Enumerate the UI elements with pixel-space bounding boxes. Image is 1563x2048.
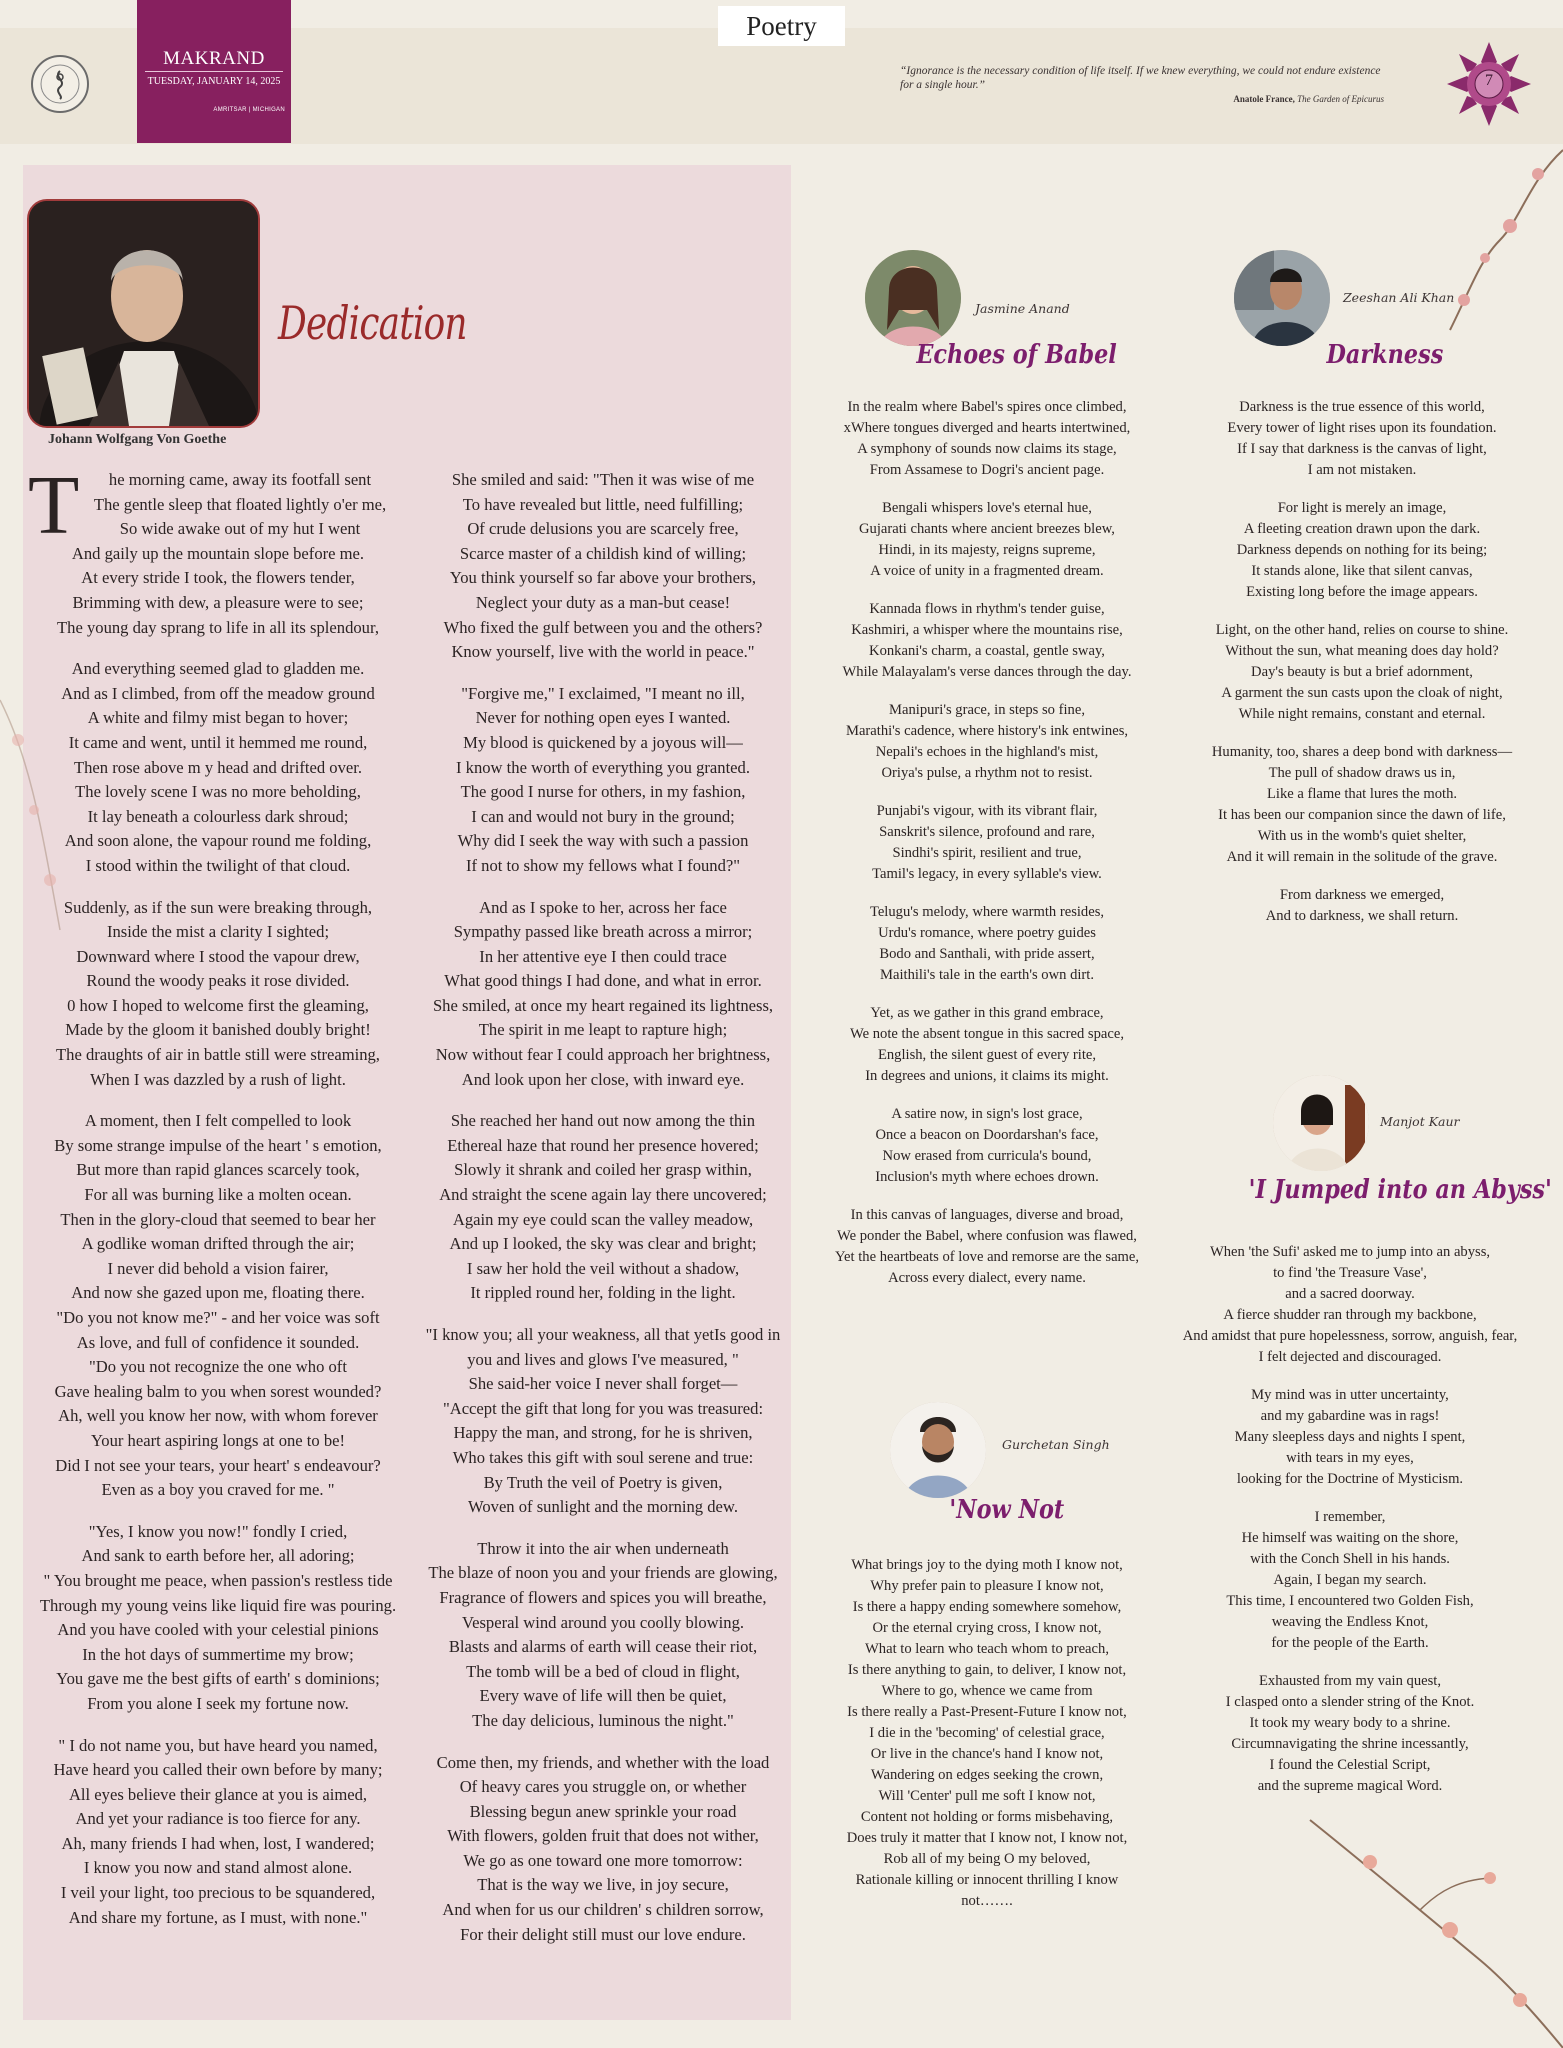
poem-line: Blasts and alarms of earth will cease their riot,	[448, 1637, 758, 1657]
stanza	[1162, 885, 1562, 927]
poem-line: And soon alone, the vapour round me folding,	[64, 831, 372, 851]
poem-line: At every stride I took, the flowers tender,	[81, 568, 355, 588]
poem-line: In her attentive eye I then could trace	[479, 946, 727, 966]
poem-line: I stood within the twilight of that cloud.	[85, 855, 351, 875]
poem-line: Of heavy cares you struggle on, or whether	[459, 1777, 747, 1797]
poem-line: Like a flame that lures the moth.	[1266, 786, 1458, 802]
poet-name: Jasmine Anand	[975, 301, 1070, 316]
poem-line: By some strange impulse of the heart ' s emotion,	[54, 1135, 382, 1155]
stanza	[403, 1537, 803, 1734]
poet-name: Gurchetan Singh	[1002, 1437, 1110, 1452]
poem-line: " I do not name you, but have heard you named,	[58, 1735, 378, 1755]
stanza	[787, 801, 1187, 885]
poem-line: Blessing begun anew sprinkle your road	[469, 1801, 737, 1821]
poem-line: If not to show my fellows what I found?"	[465, 855, 741, 875]
poem-line: Day's beauty is but a brief adornment,	[1251, 664, 1473, 680]
poem-line: A godlike woman drifted through the air;	[81, 1234, 355, 1254]
poem-line: What good things I had done, and what in error.	[444, 971, 762, 991]
poem-line: Now without fear I could approach her brightness,	[435, 1045, 771, 1065]
poem-line: The spirit in me leapt to rapture high;	[478, 1020, 728, 1040]
poem-line: When 'the Sufi' asked me to jump into an abyss,	[1209, 1244, 1491, 1260]
poem-line: Never for nothing open eyes I wanted.	[475, 708, 731, 728]
header-quote	[900, 64, 1384, 104]
quote-attribution	[900, 94, 1384, 104]
poem-line: And to darkness, we shall return.	[1265, 908, 1459, 924]
poem-line: 0 how I hoped to welcome first the gleaming,	[67, 995, 369, 1015]
poem-line: And yet your radiance is too fierce for any.	[75, 1809, 361, 1829]
poem-line: with the Conch Shell in his hands.	[1250, 1551, 1450, 1567]
poem-line: We note the absent tongue in this sacred space,	[850, 1026, 1124, 1042]
poem-line: Kashmiri, a whisper where the mountains rise,	[851, 622, 1123, 638]
stanza	[1162, 397, 1562, 481]
poem-line: Suddenly, as if the sun were breaking through,	[63, 897, 373, 917]
poem-line: As love, and full of confidence it sounded.	[76, 1332, 360, 1352]
poem-line: "Do you not know me?" - and her voice was soft	[56, 1308, 380, 1327]
blossom-branch-icon	[1440, 140, 1563, 340]
poem-line: The day delicious, luminous the night."	[472, 1710, 734, 1730]
poem-line: Punjabi's vigour, with its vibrant flair,	[876, 803, 1098, 819]
poem-line: And when for us our children' s children sorrow,	[442, 1900, 764, 1920]
poem-line: Neglect your duty as a man-but cease!	[475, 592, 731, 612]
poem-line: Maithili's tale in the earth's own dirt.	[880, 967, 1094, 983]
poem-line: "Accept the gift that long for you was treasured:	[442, 1398, 764, 1418]
poem-line: "Do you not recognize the one who oft	[89, 1357, 347, 1377]
stanza	[787, 498, 1187, 582]
poem-line: The gentle sleep that floated lightly o'er me,	[93, 494, 387, 514]
poem-line: and a sacred doorway.	[1285, 1286, 1415, 1302]
stanza	[1150, 1242, 1550, 1368]
stanza	[1162, 742, 1562, 868]
poem-line: Know yourself, live with the world in peace."	[451, 642, 755, 662]
poem-line: Round the woody peaks it rose divided.	[86, 971, 350, 991]
poem-line: I remember,	[1314, 1509, 1386, 1525]
stanza	[1150, 1671, 1550, 1797]
poem-line: for the people of the Earth.	[1271, 1635, 1429, 1651]
poem-line: Bengali whispers love's eternal hue,	[882, 500, 1092, 516]
poem-title-echoes-of-babel: Echoes of Babel	[916, 340, 1117, 370]
poem-line: Again my eye could scan the valley meadow,	[452, 1209, 754, 1229]
poem-line: From darkness we emerged,	[1279, 887, 1445, 903]
poem-line: Ah, well you know her now, with whom forever	[58, 1406, 378, 1426]
dedication-title: Dedication	[278, 296, 467, 350]
poem-line: With flowers, golden fruit that does not wither,	[447, 1826, 759, 1846]
poem-line: Without the sun, what meaning does day hold?	[1225, 643, 1499, 659]
poem-line: She reached her hand out now among the thin	[450, 1111, 756, 1131]
poem-line: The young day sprang to life in all its splendour,	[57, 617, 379, 637]
poem-line: Fragrance of flowers and spices you will breathe,	[439, 1587, 767, 1607]
stanza	[1162, 498, 1562, 603]
poem-line: It came and went, until it hemmed me round,	[68, 732, 368, 752]
poem-line: My blood is quickened by a joyous will—	[463, 732, 743, 752]
poem-line: I know you now and stand almost alone.	[83, 1858, 353, 1878]
poem-line: And it will remain in the solitude of the grave.	[1226, 849, 1498, 865]
poem-line: Tamil's legacy, in every syllable's view.	[872, 866, 1102, 882]
poem-line: Where to go, whence we came from	[881, 1683, 1093, 1699]
poem-line: A white and filmy mist began to hover;	[87, 708, 349, 728]
poem-line: Darkness depends on nothing for its being;	[1236, 542, 1488, 558]
poem-line: So wide awake out of my hut I went	[119, 519, 361, 539]
poem-line: All eyes believe their glance at you is aimed,	[68, 1784, 368, 1804]
poem-line: Why prefer pain to pleasure I know not,	[870, 1578, 1104, 1594]
poem-line: It rippled round her, folding in the light.	[470, 1283, 736, 1303]
poem-line: Exhausted from my vain quest,	[1259, 1673, 1441, 1689]
poem-line: Slowly it shrank and coiled her grasp within,	[454, 1160, 752, 1180]
poem-line: Made by the gloom it banished doubly bright!	[65, 1020, 371, 1040]
poem-line: And as I spoke to her, across her face	[479, 897, 727, 917]
poem-line: Rationale killing or innocent thrilling I know	[855, 1872, 1119, 1888]
stanza	[787, 1555, 1187, 1912]
poem-line: Downward where I stood the vapour drew,	[76, 946, 360, 966]
poem-line: But more than rapid glances scarcely took,	[76, 1160, 360, 1180]
poem-line: English, the silent guest of every rite,	[877, 1047, 1097, 1063]
poem-line: not…….	[961, 1893, 1013, 1909]
masthead-name: MAKRAND	[163, 48, 265, 69]
poem-line: She said-her voice I never shall forget—	[468, 1374, 738, 1394]
poem-line: "Forgive me," I exclaimed, "I meant no ill,	[461, 683, 745, 703]
poem-line: Telugu's melody, where warmth resides,	[869, 904, 1105, 920]
poem-line: The tomb will be a bed of cloud in flight,	[466, 1661, 740, 1681]
poem-line: Scarce master of a childish kind of willing;	[459, 543, 747, 563]
dedication-author: Johann Wolfgang Von Goethe	[48, 432, 227, 447]
poem-line: Your heart aspiring longs at one to be!	[90, 1430, 346, 1450]
stanza	[403, 682, 803, 879]
poem-line: And straight the scene again lay there uncovered;	[439, 1185, 767, 1205]
poem-line: Does truly it matter that I know not, I know not,	[846, 1830, 1128, 1846]
poem-line: It has been our companion since the dawn of life,	[1218, 807, 1506, 823]
poem-line: Gave healing balm to you when sorest wounded?	[54, 1381, 382, 1401]
poem-line: Yet the heartbeats of love and remorse are the same,	[834, 1249, 1140, 1265]
poem-line: Is there a happy ending somewhere somehow,	[852, 1599, 1122, 1615]
poem-line: Ethereal haze that round her presence hovered;	[447, 1135, 759, 1155]
poem-line: "I know you; all your weakness, all that yetIs good in	[425, 1325, 781, 1344]
poem-line: I felt dejected and discouraged.	[1258, 1349, 1442, 1365]
poem-line: And you have cooled with your celestial pinions	[57, 1620, 379, 1640]
poem-line: Oriya's pulse, a rhythm not to resist.	[881, 765, 1093, 781]
poem-line: Across every dialect, every name.	[888, 1270, 1086, 1286]
poem-line: Inclusion's myth where echoes drown.	[875, 1169, 1099, 1185]
poem-line: Humanity, too, shares a deep bond with darkness—	[1211, 744, 1513, 760]
poem-line: What brings joy to the dying moth I know not,	[851, 1557, 1123, 1573]
poem-line: "Yes, I know you now!" fondly I cried,	[88, 1521, 348, 1541]
poem-line: Content not holding or forms misbehaving,	[860, 1809, 1114, 1825]
poem-line: A fleeting creation drawn upon the dark.	[1243, 521, 1481, 537]
poem-echoes-of-babel	[787, 397, 1187, 1306]
poem-line: Throw it into the air when underneath	[477, 1538, 729, 1558]
poem-line: I am not mistaken.	[1307, 462, 1417, 478]
poem-line: A voice of unity in a fragmented dream.	[870, 563, 1104, 579]
poem-line: And look upon her close, with inward eye.	[461, 1069, 745, 1089]
quote-text: “Ignorance is the necessary condition of life itself. If we knew everything, we could not endure existence for a single hour.”	[900, 65, 1381, 91]
poem-line: In this canvas of languages, diverse and broad,	[850, 1207, 1124, 1223]
poem-line: When I was dazzled by a rush of light.	[90, 1069, 346, 1089]
poem-line: I can and would not bury in the ground;	[471, 806, 735, 826]
poem-line: Or the eternal crying cross, I know not,	[872, 1620, 1102, 1636]
poem-line: We go as one toward one more tomorrow:	[463, 1850, 743, 1870]
poem-line: Wandering on edges seeking the crown,	[870, 1767, 1104, 1783]
stanza	[787, 599, 1187, 683]
poem-line: he morning came, away its footfall sent	[108, 470, 372, 489]
masthead-date: TUESDAY, JANUARY 14, 2025	[147, 76, 281, 87]
poem-line: It took my weary body to a shrine.	[1249, 1715, 1451, 1731]
poem-line: Happy the man, and strong, for he is shriven,	[453, 1423, 753, 1443]
poem-line: The pull of shadow draws us in,	[1268, 765, 1456, 781]
poem-line: Rob all of my being O my beloved,	[883, 1851, 1091, 1867]
poem-line: Of crude delusions you are scarcely free,	[467, 519, 739, 539]
poet-photo-jasmine-anand	[865, 250, 961, 346]
poem-line: Once a beacon on Doordarshan's face,	[875, 1127, 1099, 1143]
poem-line: xWhere tongues diverged and hearts intertwined,	[843, 420, 1131, 436]
stanza	[18, 1734, 418, 1931]
poem-line: to find 'the Treasure Vase',	[1273, 1265, 1427, 1281]
poem-line: Konkani's charm, a coastal, gentle sway,	[869, 643, 1105, 659]
poem-line: Marathi's cadence, where history's ink entwines,	[845, 723, 1129, 739]
poem-line: A garment the sun casts upon the cloak of night,	[1221, 685, 1503, 701]
poem-title-darkness: Darkness	[1326, 340, 1444, 370]
poem-line: By Truth the veil of Poetry is given,	[483, 1472, 723, 1492]
stanza	[787, 1003, 1187, 1087]
poem-title-now-not: 'Now Not	[949, 1495, 1065, 1525]
stanza	[403, 1751, 803, 1948]
stanza	[403, 896, 803, 1093]
quote-author: Anatole France,	[1233, 94, 1295, 104]
stanza	[18, 1109, 418, 1503]
poem-line: The good I nurse for others, in my fashion,	[460, 782, 746, 802]
poem-i-jumped-into-an-abyss	[1150, 1242, 1550, 1814]
poem-line: Is there really a Past-Present-Future I know not,	[847, 1704, 1127, 1720]
poem-line: Is there anything to gain, to deliver, I know not,	[847, 1662, 1127, 1678]
blossom-branch-icon	[1300, 1800, 1563, 2048]
poem-line: Sindhi's spirit, resilient and true,	[892, 845, 1082, 861]
poem-line: You think yourself so far above your brothers,	[449, 568, 757, 588]
poem-line: For all was burning like a molten ocean.	[84, 1185, 352, 1205]
poem-line: The lovely scene I was no more beholding,	[75, 782, 361, 802]
stanza	[1150, 1385, 1550, 1490]
poet-name: Manjot Kaur	[1380, 1114, 1460, 1129]
poem-line: The draughts of air in battle still were streaming,	[56, 1045, 380, 1065]
poem-line: Nepali's echoes in the highland's mist,	[875, 744, 1099, 760]
poem-line: Again, I began my search.	[1273, 1572, 1427, 1588]
poem-line: To have revealed but little, need fulfilling;	[462, 494, 744, 514]
stanza	[1162, 620, 1562, 725]
poem-line: I die in the 'becoming' of celestial grace,	[869, 1725, 1105, 1741]
poem-line: Kannada flows in rhythm's tender guise,	[869, 601, 1105, 617]
poem-line: If I say that darkness is the canvas of light,	[1237, 441, 1487, 457]
poem-line: And everything seemed glad to gladden me.	[71, 659, 365, 679]
poem-line: Did I not see your tears, your heart' s endeavour?	[55, 1455, 381, 1475]
poem-line: Then in the glory-cloud that seemed to bear her	[60, 1209, 376, 1229]
dedication-right-column	[403, 468, 803, 1964]
poem-line: We ponder the Babel, where confusion was flawed,	[837, 1228, 1137, 1244]
stanza	[787, 902, 1187, 986]
poem-line: You gave me the best gifts of earth' s dominions;	[56, 1669, 380, 1689]
poem-line: Now erased from curricula's bound,	[882, 1148, 1092, 1164]
stanza	[18, 1520, 418, 1717]
poem-line: A symphony of sounds now claims its stage,	[857, 441, 1117, 457]
stanza	[787, 1104, 1187, 1188]
poem-line: Bodo and Santhali, with pride assert,	[879, 946, 1095, 962]
goethe-portrait	[27, 199, 260, 428]
poem-line: For light is merely an image,	[1277, 500, 1447, 516]
stanza	[403, 468, 803, 665]
poem-line: A fierce shudder ran through my backbone,	[1223, 1307, 1477, 1323]
poem-line: Will 'Center' pull me soft I know not,	[878, 1788, 1096, 1804]
poet-photo-manjot-kaur	[1273, 1075, 1369, 1171]
poem-line: It stands alone, like that silent canvas,	[1251, 563, 1473, 579]
poet-name: Zeeshan Ali Khan	[1343, 290, 1455, 305]
poem-line: Why did I seek the way with such a passion	[457, 831, 749, 851]
poem-line: A satire now, in sign's lost grace,	[891, 1106, 1083, 1122]
section-tab[interactable]: Poetry	[718, 6, 845, 46]
poem-line: While Malayalam's verse dances through the day.	[842, 664, 1132, 680]
logo-emblem-icon	[31, 55, 89, 113]
poem-line: Every wave of life will then be quiet,	[479, 1686, 727, 1706]
poet-photo-gurchetan-singh	[890, 1402, 986, 1498]
poem-line: Manipuri's grace, in steps so fine,	[889, 702, 1085, 718]
poem-line: He himself was waiting on the shore,	[1241, 1530, 1459, 1546]
stanza	[403, 1109, 803, 1306]
poem-line: and the supreme magical Word.	[1257, 1778, 1443, 1794]
poem-line: In the realm where Babel's spires once climbed,	[847, 399, 1127, 415]
poem-line: A moment, then I felt compelled to look	[84, 1111, 352, 1131]
poem-line: I saw her hold the veil without a shadow,	[466, 1258, 740, 1278]
poem-line: Ah, many friends I had when, lost, I wandered;	[61, 1833, 375, 1853]
poem-line: Come then, my friends, and whether with the load	[436, 1752, 770, 1772]
poem-line: Or live in the chance's hand I know not,	[870, 1746, 1104, 1762]
page-number: 7	[1485, 72, 1493, 89]
stanza	[1150, 1507, 1550, 1654]
stanza	[787, 700, 1187, 784]
poem-line: Every tower of light rises upon its foundation.	[1227, 420, 1497, 436]
poem-line: And gaily up the mountain slope before me.	[71, 543, 365, 563]
poem-line: and my gabardine was in rags!	[1260, 1408, 1440, 1424]
poem-line: While night remains, constant and eternal.	[1238, 706, 1486, 722]
poem-line: I veil your light, too precious to be squandered,	[60, 1883, 376, 1903]
poem-line: In degrees and unions, it claims its might.	[865, 1068, 1109, 1084]
stanza	[18, 459, 418, 640]
poem-line: Many sleepless days and nights I spent,	[1234, 1429, 1466, 1445]
masthead-place: AMRITSAR | MICHIGAN	[213, 107, 285, 113]
poem-line: Darkness is the true essence of this world,	[1239, 399, 1485, 415]
poem-line: For their delight still must our love endure.	[460, 1924, 746, 1944]
poem-line: And now she gazed upon me, floating there.	[71, 1283, 365, 1303]
poem-line: I found the Celestial Script,	[1269, 1757, 1431, 1773]
poem-line: " You brought me peace, when passion's restless tide	[43, 1570, 393, 1590]
poem-line: I know the worth of everything you granted.	[455, 757, 750, 777]
drop-cap: T	[28, 459, 80, 552]
blossom-branch-icon	[0, 680, 80, 940]
poem-line: And amidst that pure hopelessness, sorrow, anguish, fear,	[1182, 1328, 1518, 1344]
poem-line: Who fixed the gulf between you and the others?	[443, 617, 763, 637]
poem-line: Sympathy passed like breath across a mirror;	[453, 922, 753, 942]
poem-line: with tears in my eyes,	[1286, 1450, 1414, 1466]
poem-darkness	[1162, 397, 1562, 944]
masthead	[137, 0, 291, 143]
poem-line: And share my fortune, as I must, with none."	[68, 1907, 368, 1927]
poem-line: She smiled and said: "Then it was wise of me	[451, 470, 755, 489]
poem-line: Yet, as we gather in this grand embrace,	[870, 1005, 1104, 1021]
poem-line: Gujarati chants where ancient breezes blew,	[859, 521, 1115, 537]
poem-line: This time, I encountered two Golden Fish,	[1226, 1593, 1474, 1609]
poem-line: From you alone I seek my fortune now.	[87, 1693, 349, 1713]
poem-line: you and lives and glows I've measured, "	[467, 1349, 739, 1369]
poem-line: Circumnavigating the shrine incessantly,	[1231, 1736, 1469, 1752]
poem-line: Hindi, in its majesty, reigns supreme,	[878, 542, 1096, 558]
poem-line: Urdu's romance, where poetry guides	[878, 925, 1096, 941]
quote-source: The Garden of Epicurus	[1297, 94, 1384, 104]
poem-line: With us in the womb's quiet shelter,	[1257, 828, 1467, 844]
poem-line: In the hot days of summertime my brow;	[82, 1644, 354, 1664]
stanza	[403, 1323, 803, 1520]
stanza	[787, 397, 1187, 481]
masthead-rule	[145, 71, 283, 72]
poem-line: Even as a boy you craved for me. "	[101, 1480, 335, 1500]
poem-line: That is the way we live, in joy secure,	[477, 1875, 729, 1895]
poem-line: weaving the Endless Knot,	[1271, 1614, 1429, 1630]
poem-line: The blaze of noon you and your friends are glowing,	[428, 1563, 778, 1583]
poem-line: I never did behold a vision fairer,	[107, 1258, 329, 1278]
poem-line: And up I looked, the sky was clear and bright;	[449, 1234, 757, 1254]
poem-line: My mind was in utter uncertainty,	[1251, 1387, 1449, 1403]
poem-line: Sanskrit's silence, profound and rare,	[879, 824, 1095, 840]
poem-line: She smiled, at once my heart regained its lightness,	[432, 995, 774, 1015]
poem-line: Light, on the other hand, relies on course to shine.	[1215, 622, 1509, 638]
poet-photo-zeeshan-ali-khan	[1234, 250, 1330, 346]
poem-line: Brimming with dew, a pleasure were to see;	[72, 592, 364, 612]
poem-title-i-jumped-into-an-abyss: 'I Jumped into an Abyss'	[1248, 1175, 1552, 1205]
poem-line: It lay beneath a colourless dark shroud;	[87, 806, 349, 826]
poem-now-not	[787, 1555, 1187, 1929]
poem-line: Through my young veins like liquid fire was pouring.	[39, 1595, 397, 1615]
poem-line: Woven of sunlight and the morning dew.	[468, 1497, 738, 1517]
poem-line: Inside the mist a clarity I sighted;	[106, 922, 330, 942]
poem-line: Existing long before the image appears.	[1246, 584, 1478, 600]
poem-line: From Assamese to Dogri's ancient page.	[869, 462, 1105, 478]
poem-line: And as I climbed, from off the meadow ground	[61, 683, 375, 703]
poem-line: Who takes this gift with soul serene and true:	[452, 1447, 754, 1467]
poem-line: What to learn who teach whom to preach,	[865, 1641, 1109, 1657]
poem-line: Then rose above m y head and drifted over.	[74, 757, 362, 777]
poem-line: Have heard you called their own before by many;	[53, 1760, 383, 1780]
poem-line: I clasped onto a slender string of the Knot.	[1225, 1694, 1475, 1710]
poem-line: And sank to earth before her, all adoring;	[81, 1546, 355, 1566]
stanza	[787, 1205, 1187, 1289]
poem-line: looking for the Doctrine of Mysticism.	[1236, 1471, 1464, 1487]
poem-line: Vesperal wind around you coolly blowing.	[461, 1612, 745, 1632]
